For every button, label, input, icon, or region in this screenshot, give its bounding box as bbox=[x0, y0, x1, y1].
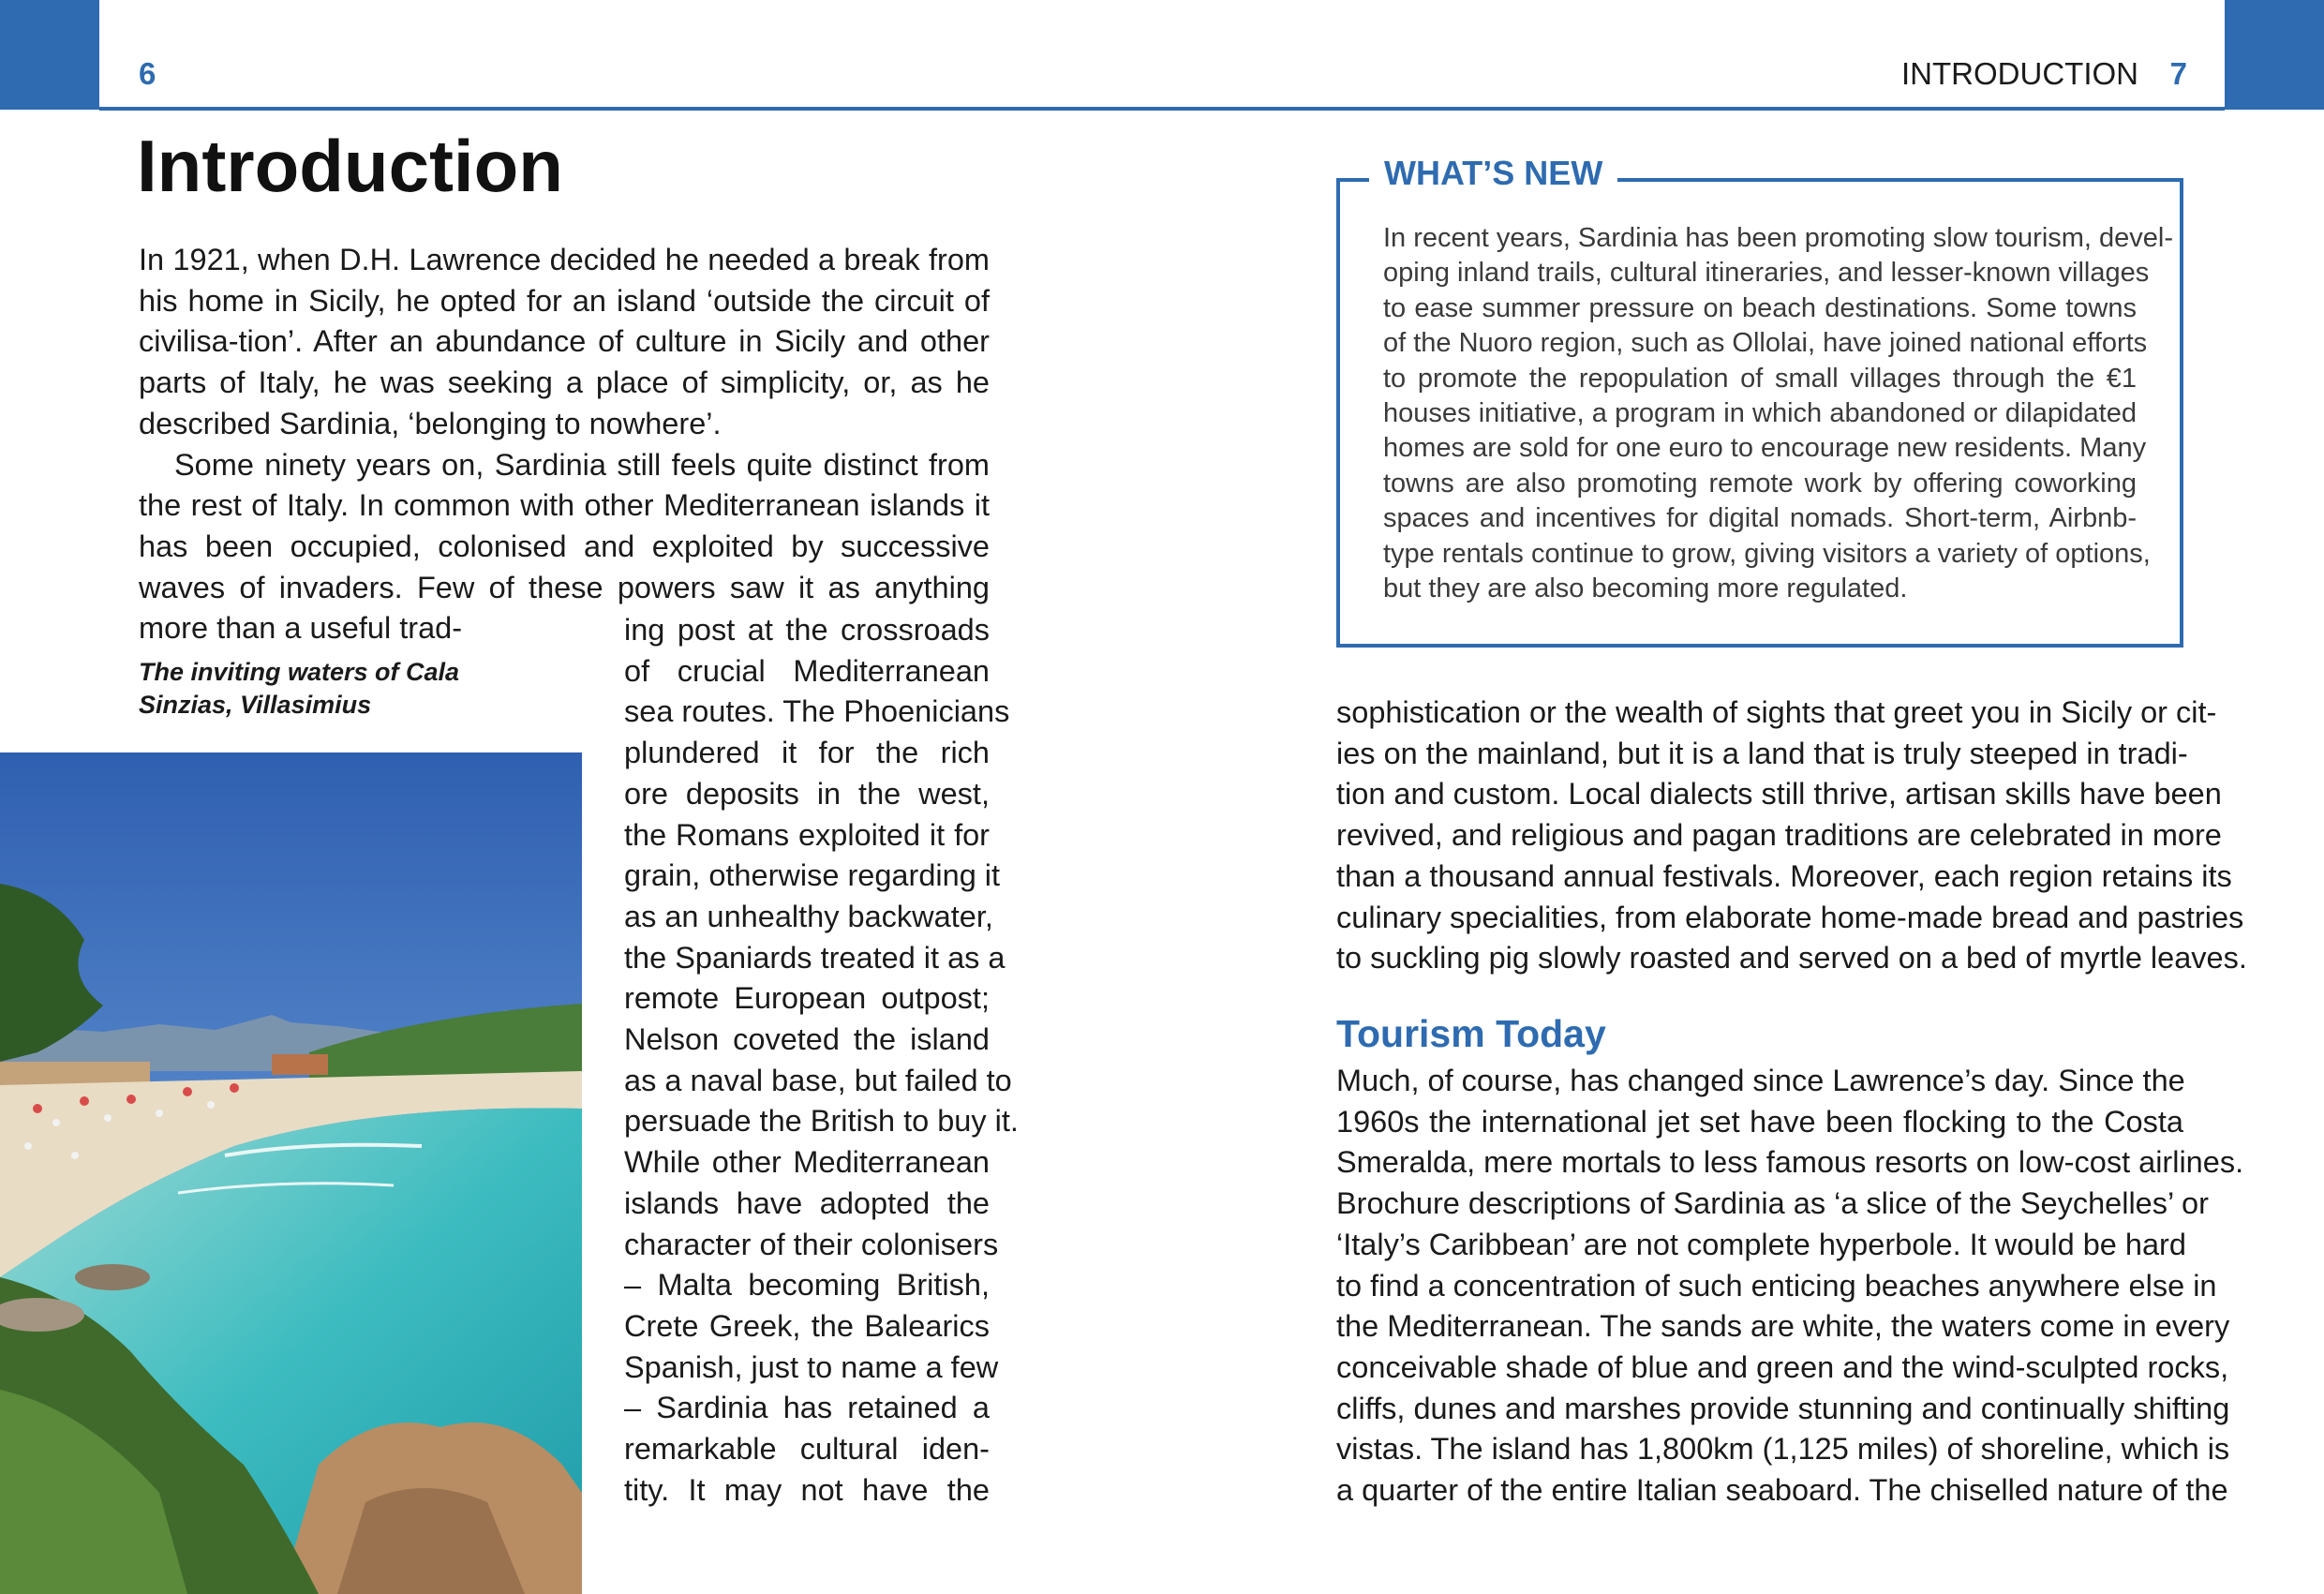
caption-line-2: Sinzias, Villasimius bbox=[139, 691, 372, 719]
continued-text-line: revived, and religious and pagan traditions are celebrated in more bbox=[1336, 818, 2222, 853]
narrow-text-line: grain, otherwise regarding it bbox=[624, 858, 1001, 893]
continued-text-column bbox=[1336, 693, 2247, 979]
tourism-text-line: to find a concentration of such enticing beaches anywhere else in bbox=[1336, 1268, 2217, 1303]
narrow-text-line: – Malta becoming British, bbox=[624, 1268, 990, 1303]
narrow-text-line: tity. It may not have the bbox=[624, 1472, 990, 1507]
running-head: INTRODUCTION bbox=[1901, 56, 2138, 91]
intro-paragraph-1: In 1921, when D.H. Lawrence decided he needed a break from his home in Sicily, he opted for an island ‘outside the circuit of civilisa-tion’. After an abundance of culture in Sicily and other parts of Italy, he was seeking a place of simplicity, or, as he described Sardinia, ‘belonging to nowhere’. bbox=[139, 243, 990, 440]
narrow-text-line: character of their colonisers bbox=[624, 1227, 999, 1261]
narrow-text-line: as a naval base, but failed to bbox=[624, 1063, 1012, 1097]
page-title: Introduction bbox=[137, 125, 563, 207]
narrow-text-line: remote European outpost; bbox=[624, 981, 990, 1016]
tourism-text-line: Brochure descriptions of Sardinia as ‘a slice of the Seychelles’ or bbox=[1336, 1186, 2209, 1221]
whats-new-line: houses initiative, a program in which abandoned or dilapidated bbox=[1383, 398, 2137, 429]
tourism-text-line: Smeralda, mere mortals to less famous resorts on low-cost airlines. bbox=[1336, 1145, 2244, 1180]
tourism-text-line: Much, of course, has changed since Lawrence’s day. Since the bbox=[1336, 1064, 2185, 1097]
narrow-text-line: the Spaniards treated it as a bbox=[624, 940, 1006, 975]
whats-new-line: homes are sold for one euro to encourage new residents. Many bbox=[1383, 433, 2147, 464]
narrow-text-line: While other Mediterranean bbox=[624, 1145, 990, 1180]
narrow-text-line: plundered it for the rich bbox=[624, 736, 990, 770]
header-corner-right bbox=[2225, 0, 2324, 110]
photo-caption bbox=[139, 656, 514, 722]
tourism-text-line: a quarter of the entire Italian seaboard. The chiselled nature of the bbox=[1336, 1473, 2228, 1508]
whats-new-line: but they are also becoming more regulated. bbox=[1383, 574, 1908, 604]
right-page-number: 7 bbox=[2169, 56, 2187, 91]
narrow-text-line: persuade the British to buy it. bbox=[624, 1104, 1019, 1139]
narrow-text-line: Crete Greek, the Balearics bbox=[624, 1308, 990, 1343]
narrow-text-line: Nelson coveted the island bbox=[624, 1022, 990, 1057]
whats-new-line: In recent years, Sardinia has been promoting slow tourism, devel- bbox=[1383, 223, 2174, 253]
tourism-text-column bbox=[1336, 1061, 2244, 1512]
narrow-text-line: islands have adopted the bbox=[624, 1185, 990, 1220]
left-page-number: 6 bbox=[139, 56, 156, 91]
whats-new-line: of the Nuoro region, such as Ollolai, have joined national efforts bbox=[1383, 328, 2148, 359]
whats-new-line: oping inland trails, cultural itineraries, and lesser-known villages bbox=[1383, 258, 2150, 289]
narrow-text-line: as an unhealthy backwater, bbox=[624, 899, 993, 933]
tourism-text-line: the Mediterranean. The sands are white, the waters come in every bbox=[1336, 1309, 2230, 1344]
whats-new-line: type rentals continue to grow, giving visitors a variety of options, bbox=[1383, 538, 2151, 569]
narrow-text-column bbox=[624, 610, 1019, 1511]
whats-new-line: to promote the repopulation of small villages through the €1 bbox=[1383, 363, 2137, 394]
tourism-heading: Tourism Today bbox=[1336, 1012, 1606, 1055]
header-corner-left bbox=[0, 0, 99, 110]
narrow-text-line: ore deposits in the west, bbox=[624, 776, 990, 811]
narrow-text-line: ing post at the crossroads bbox=[624, 613, 990, 647]
intro-paragraph-2: Some ninety years on, Sardinia still feels quite distinct from the rest of Italy. In common with other Mediterranean islands it has been occupied, colonised and exploited by successive waves of invaders. Few of these powers saw it as anything more than a useful trad- bbox=[139, 447, 990, 646]
whats-new-line: spaces and incentives for digital nomads. Short-term, Airbnb- bbox=[1383, 503, 2137, 534]
whats-new-body bbox=[1383, 221, 2174, 606]
continued-text-line: than a thousand annual festivals. Moreover, each region retains its bbox=[1336, 858, 2232, 893]
whats-new-line: towns are also promoting remote work by offering coworking bbox=[1383, 468, 2137, 499]
narrow-text-line: of crucial Mediterranean bbox=[624, 653, 990, 688]
beach-photo bbox=[0, 752, 582, 1594]
tourism-text-line: cliffs, dunes and marshes provide stunning and continually shifting bbox=[1336, 1391, 2230, 1425]
tourism-text-line: 1960s the international jet set have been flocking to the Costa bbox=[1336, 1104, 2183, 1139]
tourism-text-line: vistas. The island has 1,800km (1,125 miles) of shoreline, which is bbox=[1336, 1432, 2230, 1467]
narrow-text-line: sea routes. The Phoenicians bbox=[624, 694, 1010, 729]
whats-new-label: WHAT’S NEW bbox=[1369, 154, 1617, 193]
tourism-text-line: ‘Italy’s Caribbean’ are not complete hyperbole. It would be hard bbox=[1336, 1227, 2186, 1261]
continued-text-line: culinary specialities, from elaborate home-made bread and pastries bbox=[1336, 900, 2244, 934]
continued-text-line: sophistication or the wealth of sights that greet you in Sicily or cit- bbox=[1336, 695, 2217, 729]
continued-text-line: ies on the mainland, but it is a land that is truly steeped in tradi- bbox=[1336, 736, 2188, 770]
caption-line-1: The inviting waters of Cala bbox=[139, 658, 460, 686]
narrow-text-line: – Sardinia has retained a bbox=[624, 1391, 990, 1425]
narrow-text-line: Spanish, just to name a few bbox=[624, 1349, 999, 1384]
narrow-text-line: the Romans exploited it for bbox=[624, 817, 990, 852]
intro-column bbox=[139, 240, 990, 649]
header-rule bbox=[99, 107, 2225, 111]
tourism-text-line: conceivable shade of blue and green and the wind-sculpted rocks, bbox=[1336, 1349, 2229, 1384]
whats-new-line: to ease summer pressure on beach destinations. Some towns bbox=[1383, 292, 2137, 323]
narrow-text-line: remarkable cultural iden- bbox=[624, 1432, 990, 1467]
continued-text-line: to suckling pig slowly roasted and served on a bed of myrtle leaves. bbox=[1336, 941, 2247, 976]
continued-text-line: tion and custom. Local dialects still thrive, artisan skills have been bbox=[1336, 777, 2222, 812]
